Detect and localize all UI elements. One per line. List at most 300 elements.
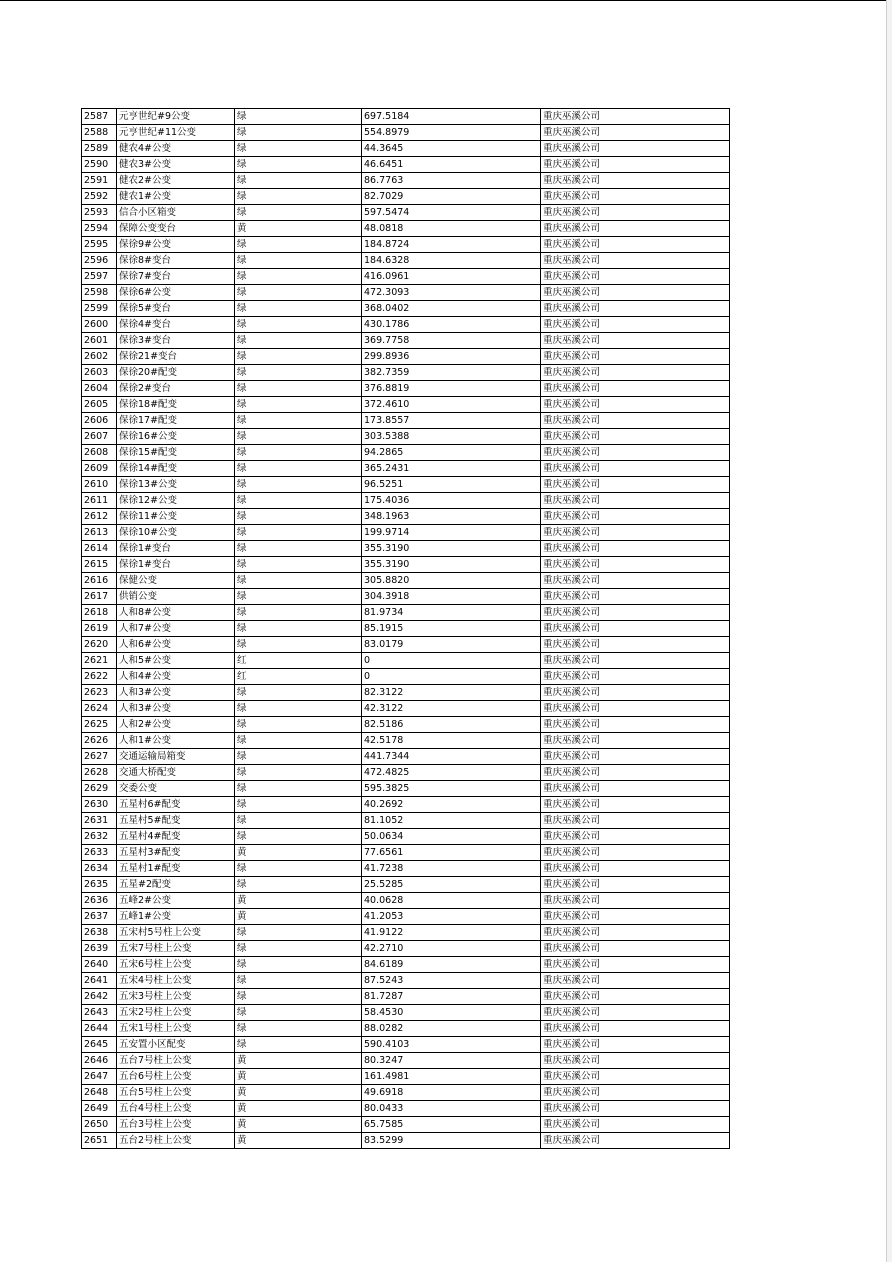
status-cell: 红: [235, 669, 362, 685]
table-row: [82, 541, 730, 557]
transformer-name-cell: 保徐9#公变: [117, 237, 235, 253]
table-row: [82, 957, 730, 973]
row-id-cell: 2587: [82, 109, 117, 125]
value-cell: 49.6918: [362, 1085, 541, 1101]
table-row: [82, 445, 730, 461]
value-cell: 87.5243: [362, 973, 541, 989]
transformer-name-cell: 保徐4#变台: [117, 317, 235, 333]
transformer-name-cell: 元亨世纪#11公变: [117, 125, 235, 141]
table-row: [82, 669, 730, 685]
transformer-name-cell: 保徐2#变台: [117, 381, 235, 397]
table-row: [82, 797, 730, 813]
table-row: [82, 925, 730, 941]
table-row: [82, 1021, 730, 1037]
row-id-cell: 2608: [82, 445, 117, 461]
table-row: [82, 349, 730, 365]
company-cell: 重庆巫溪公司: [541, 973, 730, 989]
transformer-name-cell: 五星村4#配变: [117, 829, 235, 845]
value-cell: 84.6189: [362, 957, 541, 973]
transformer-name-cell: 保徐1#变台: [117, 541, 235, 557]
row-id-cell: 2604: [82, 381, 117, 397]
transformer-name-cell: 人和6#公变: [117, 637, 235, 653]
company-cell: 重庆巫溪公司: [541, 717, 730, 733]
company-cell: 重庆巫溪公司: [541, 733, 730, 749]
transformer-name-cell: 人和3#公变: [117, 701, 235, 717]
status-cell: 绿: [235, 269, 362, 285]
status-cell: 绿: [235, 605, 362, 621]
status-cell: 绿: [235, 333, 362, 349]
value-cell: 430.1786: [362, 317, 541, 333]
status-cell: 绿: [235, 1037, 362, 1053]
table-row: [82, 317, 730, 333]
transformer-name-cell: 五台5号柱上公变: [117, 1085, 235, 1101]
status-cell: 绿: [235, 397, 362, 413]
table-row: [82, 829, 730, 845]
row-id-cell: 2596: [82, 253, 117, 269]
company-cell: 重庆巫溪公司: [541, 429, 730, 445]
value-cell: 595.3825: [362, 781, 541, 797]
row-id-cell: 2651: [82, 1133, 117, 1149]
row-id-cell: 2636: [82, 893, 117, 909]
value-cell: 184.8724: [362, 237, 541, 253]
company-cell: 重庆巫溪公司: [541, 1085, 730, 1101]
value-cell: 65.7585: [362, 1117, 541, 1133]
status-cell: 绿: [235, 797, 362, 813]
value-cell: 304.3918: [362, 589, 541, 605]
transformer-name-cell: 保徐16#公变: [117, 429, 235, 445]
table-row: [82, 381, 730, 397]
value-cell: 88.0282: [362, 1021, 541, 1037]
transformer-name-cell: 保徐1#变台: [117, 557, 235, 573]
row-id-cell: 2598: [82, 285, 117, 301]
row-id-cell: 2644: [82, 1021, 117, 1037]
company-cell: 重庆巫溪公司: [541, 941, 730, 957]
transformer-name-cell: 五宋1号柱上公变: [117, 1021, 235, 1037]
value-cell: 81.9734: [362, 605, 541, 621]
status-cell: 绿: [235, 1021, 362, 1037]
status-cell: 绿: [235, 285, 362, 301]
value-cell: 0: [362, 653, 541, 669]
row-id-cell: 2613: [82, 525, 117, 541]
transformer-name-cell: 五星村6#配变: [117, 797, 235, 813]
company-cell: 重庆巫溪公司: [541, 1053, 730, 1069]
row-id-cell: 2637: [82, 909, 117, 925]
row-id-cell: 2629: [82, 781, 117, 797]
transformer-name-cell: 交通大桥配变: [117, 765, 235, 781]
transformer-name-cell: 保徐13#公变: [117, 477, 235, 493]
company-cell: 重庆巫溪公司: [541, 893, 730, 909]
transformer-name-cell: 信合小区箱变: [117, 205, 235, 221]
status-cell: 绿: [235, 781, 362, 797]
status-cell: 黄: [235, 893, 362, 909]
value-cell: 82.7029: [362, 189, 541, 205]
transformer-name-cell: 五宋4号柱上公变: [117, 973, 235, 989]
value-cell: 86.7763: [362, 173, 541, 189]
page-right-edge: [886, 0, 892, 1262]
row-id-cell: 2618: [82, 605, 117, 621]
status-cell: 绿: [235, 621, 362, 637]
transformer-name-cell: 保徐14#配变: [117, 461, 235, 477]
value-cell: 0: [362, 669, 541, 685]
status-cell: 绿: [235, 861, 362, 877]
status-cell: 绿: [235, 237, 362, 253]
row-id-cell: 2630: [82, 797, 117, 813]
company-cell: 重庆巫溪公司: [541, 589, 730, 605]
company-cell: 重庆巫溪公司: [541, 797, 730, 813]
value-cell: 372.4610: [362, 397, 541, 413]
row-id-cell: 2593: [82, 205, 117, 221]
row-id-cell: 2634: [82, 861, 117, 877]
transformer-name-cell: 五星村3#配变: [117, 845, 235, 861]
company-cell: 重庆巫溪公司: [541, 765, 730, 781]
transformer-name-cell: 五星村1#配变: [117, 861, 235, 877]
value-cell: 42.5178: [362, 733, 541, 749]
company-cell: 重庆巫溪公司: [541, 1101, 730, 1117]
value-cell: 82.3122: [362, 685, 541, 701]
transformer-name-cell: 五宋6号柱上公变: [117, 957, 235, 973]
value-cell: 58.4530: [362, 1005, 541, 1021]
company-cell: 重庆巫溪公司: [541, 925, 730, 941]
status-cell: 绿: [235, 365, 362, 381]
transformer-name-cell: 人和8#公变: [117, 605, 235, 621]
value-cell: 42.2710: [362, 941, 541, 957]
transformer-name-cell: 保健公变: [117, 573, 235, 589]
row-id-cell: 2648: [82, 1085, 117, 1101]
row-id-cell: 2627: [82, 749, 117, 765]
value-cell: 697.5184: [362, 109, 541, 125]
company-cell: 重庆巫溪公司: [541, 461, 730, 477]
data-table-container: [81, 108, 726, 1149]
status-cell: 绿: [235, 717, 362, 733]
table-row: [82, 989, 730, 1005]
value-cell: 305.8820: [362, 573, 541, 589]
value-cell: 83.5299: [362, 1133, 541, 1149]
transformer-name-cell: 保徐18#配变: [117, 397, 235, 413]
company-cell: 重庆巫溪公司: [541, 493, 730, 509]
row-id-cell: 2591: [82, 173, 117, 189]
value-cell: 48.0818: [362, 221, 541, 237]
table-row: [82, 109, 730, 125]
company-cell: 重庆巫溪公司: [541, 557, 730, 573]
status-cell: 黄: [235, 1085, 362, 1101]
table-row: [82, 253, 730, 269]
company-cell: 重庆巫溪公司: [541, 509, 730, 525]
status-cell: 绿: [235, 925, 362, 941]
company-cell: 重庆巫溪公司: [541, 525, 730, 541]
table-row: [82, 573, 730, 589]
transformer-name-cell: 五台4号柱上公变: [117, 1101, 235, 1117]
row-id-cell: 2626: [82, 733, 117, 749]
company-cell: 重庆巫溪公司: [541, 157, 730, 173]
status-cell: 绿: [235, 429, 362, 445]
company-cell: 重庆巫溪公司: [541, 877, 730, 893]
status-cell: 绿: [235, 557, 362, 573]
table-row: [82, 717, 730, 733]
value-cell: 85.1915: [362, 621, 541, 637]
company-cell: 重庆巫溪公司: [541, 445, 730, 461]
row-id-cell: 2623: [82, 685, 117, 701]
value-cell: 173.8557: [362, 413, 541, 429]
transformer-name-cell: 五宋村5号柱上公变: [117, 925, 235, 941]
value-cell: 80.3247: [362, 1053, 541, 1069]
row-id-cell: 2647: [82, 1069, 117, 1085]
value-cell: 368.0402: [362, 301, 541, 317]
row-id-cell: 2602: [82, 349, 117, 365]
row-id-cell: 2628: [82, 765, 117, 781]
row-id-cell: 2614: [82, 541, 117, 557]
status-cell: 绿: [235, 141, 362, 157]
transformer-name-cell: 健农1#公变: [117, 189, 235, 205]
value-cell: 161.4981: [362, 1069, 541, 1085]
transformer-name-cell: 保徐21#变台: [117, 349, 235, 365]
table-row: [82, 205, 730, 221]
value-cell: 82.5186: [362, 717, 541, 733]
value-cell: 472.3093: [362, 285, 541, 301]
row-id-cell: 2622: [82, 669, 117, 685]
row-id-cell: 2605: [82, 397, 117, 413]
company-cell: 重庆巫溪公司: [541, 1037, 730, 1053]
transformer-name-cell: 保徐7#变台: [117, 269, 235, 285]
row-id-cell: 2597: [82, 269, 117, 285]
table-row: [82, 621, 730, 637]
row-id-cell: 2606: [82, 413, 117, 429]
company-cell: 重庆巫溪公司: [541, 477, 730, 493]
row-id-cell: 2649: [82, 1101, 117, 1117]
table-row: [82, 1053, 730, 1069]
company-cell: 重庆巫溪公司: [541, 253, 730, 269]
status-cell: 绿: [235, 749, 362, 765]
value-cell: 81.1052: [362, 813, 541, 829]
value-cell: 44.3645: [362, 141, 541, 157]
table-row: [82, 845, 730, 861]
value-cell: 41.9122: [362, 925, 541, 941]
table-row: [82, 781, 730, 797]
status-cell: 黄: [235, 1133, 362, 1149]
table-row: [82, 637, 730, 653]
table-row: [82, 365, 730, 381]
value-cell: 355.3190: [362, 541, 541, 557]
table-row: [82, 893, 730, 909]
table-row: [82, 909, 730, 925]
table-row: [82, 1037, 730, 1053]
table-row: [82, 189, 730, 205]
transformer-name-cell: 五宋7号柱上公变: [117, 941, 235, 957]
status-cell: 绿: [235, 957, 362, 973]
value-cell: 46.6451: [362, 157, 541, 173]
status-cell: 绿: [235, 301, 362, 317]
row-id-cell: 2612: [82, 509, 117, 525]
table-row: [82, 1117, 730, 1133]
table-row: [82, 477, 730, 493]
row-id-cell: 2592: [82, 189, 117, 205]
transformer-name-cell: 元亨世纪#9公变: [117, 109, 235, 125]
value-cell: 365.2431: [362, 461, 541, 477]
company-cell: 重庆巫溪公司: [541, 413, 730, 429]
transformer-name-cell: 健农4#公变: [117, 141, 235, 157]
transformer-name-cell: 人和3#公变: [117, 685, 235, 701]
table-row: [82, 685, 730, 701]
table-row: [82, 141, 730, 157]
row-id-cell: 2635: [82, 877, 117, 893]
table-row: [82, 413, 730, 429]
company-cell: 重庆巫溪公司: [541, 605, 730, 621]
status-cell: 绿: [235, 349, 362, 365]
table-row: [82, 941, 730, 957]
company-cell: 重庆巫溪公司: [541, 669, 730, 685]
transformer-name-cell: 五峰1#公变: [117, 909, 235, 925]
status-cell: 绿: [235, 253, 362, 269]
row-id-cell: 2590: [82, 157, 117, 173]
table-row: [82, 765, 730, 781]
status-cell: 黄: [235, 1053, 362, 1069]
value-cell: 303.5388: [362, 429, 541, 445]
row-id-cell: 2641: [82, 973, 117, 989]
transformer-name-cell: 交委公变: [117, 781, 235, 797]
value-cell: 81.7287: [362, 989, 541, 1005]
transformer-name-cell: 五宋2号柱上公变: [117, 1005, 235, 1021]
value-cell: 299.8936: [362, 349, 541, 365]
table-row: [82, 429, 730, 445]
row-id-cell: 2588: [82, 125, 117, 141]
table-row: [82, 525, 730, 541]
table-row: [82, 653, 730, 669]
row-id-cell: 2642: [82, 989, 117, 1005]
value-cell: 441.7344: [362, 749, 541, 765]
value-cell: 184.6328: [362, 253, 541, 269]
value-cell: 348.1963: [362, 509, 541, 525]
transformer-name-cell: 保障公变变台: [117, 221, 235, 237]
row-id-cell: 2646: [82, 1053, 117, 1069]
company-cell: 重庆巫溪公司: [541, 701, 730, 717]
transformer-name-cell: 五星村5#配变: [117, 813, 235, 829]
table-row: [82, 461, 730, 477]
company-cell: 重庆巫溪公司: [541, 141, 730, 157]
status-cell: 绿: [235, 125, 362, 141]
status-cell: 红: [235, 653, 362, 669]
row-id-cell: 2595: [82, 237, 117, 253]
table-row: [82, 157, 730, 173]
table-row: [82, 1101, 730, 1117]
value-cell: 369.7758: [362, 333, 541, 349]
status-cell: 黄: [235, 845, 362, 861]
table-row: [82, 861, 730, 877]
transformer-name-cell: 人和4#公变: [117, 669, 235, 685]
data-table: [81, 108, 730, 1149]
status-cell: 绿: [235, 701, 362, 717]
company-cell: 重庆巫溪公司: [541, 109, 730, 125]
status-cell: 绿: [235, 941, 362, 957]
status-cell: 绿: [235, 461, 362, 477]
status-cell: 绿: [235, 317, 362, 333]
company-cell: 重庆巫溪公司: [541, 813, 730, 829]
company-cell: 重庆巫溪公司: [541, 221, 730, 237]
row-id-cell: 2621: [82, 653, 117, 669]
value-cell: 41.2053: [362, 909, 541, 925]
value-cell: 40.2692: [362, 797, 541, 813]
status-cell: 绿: [235, 813, 362, 829]
status-cell: 绿: [235, 1005, 362, 1021]
company-cell: 重庆巫溪公司: [541, 189, 730, 205]
transformer-name-cell: 保徐17#配变: [117, 413, 235, 429]
transformer-name-cell: 五台6号柱上公变: [117, 1069, 235, 1085]
row-id-cell: 2643: [82, 1005, 117, 1021]
company-cell: 重庆巫溪公司: [541, 1069, 730, 1085]
company-cell: 重庆巫溪公司: [541, 637, 730, 653]
table-row: [82, 1005, 730, 1021]
table-row: [82, 813, 730, 829]
transformer-name-cell: 人和1#公变: [117, 733, 235, 749]
transformer-name-cell: 健农3#公变: [117, 157, 235, 173]
value-cell: 80.0433: [362, 1101, 541, 1117]
transformer-name-cell: 五台2号柱上公变: [117, 1133, 235, 1149]
transformer-name-cell: 保徐15#配变: [117, 445, 235, 461]
value-cell: 83.0179: [362, 637, 541, 653]
row-id-cell: 2632: [82, 829, 117, 845]
company-cell: 重庆巫溪公司: [541, 573, 730, 589]
transformer-name-cell: 人和2#公变: [117, 717, 235, 733]
value-cell: 416.0961: [362, 269, 541, 285]
transformer-name-cell: 五峰2#公变: [117, 893, 235, 909]
transformer-name-cell: 供销公变: [117, 589, 235, 605]
value-cell: 94.2865: [362, 445, 541, 461]
value-cell: 355.3190: [362, 557, 541, 573]
table-row: [82, 877, 730, 893]
table-row: [82, 973, 730, 989]
value-cell: 597.5474: [362, 205, 541, 221]
company-cell: 重庆巫溪公司: [541, 285, 730, 301]
status-cell: 黄: [235, 909, 362, 925]
table-body: [82, 109, 730, 1149]
value-cell: 199.9714: [362, 525, 541, 541]
table-row: [82, 749, 730, 765]
table-row: [82, 269, 730, 285]
company-cell: 重庆巫溪公司: [541, 541, 730, 557]
status-cell: 绿: [235, 413, 362, 429]
table-row: [82, 701, 730, 717]
table-row: [82, 333, 730, 349]
row-id-cell: 2600: [82, 317, 117, 333]
row-id-cell: 2603: [82, 365, 117, 381]
company-cell: 重庆巫溪公司: [541, 1005, 730, 1021]
value-cell: 25.5285: [362, 877, 541, 893]
transformer-name-cell: 交通运输局箱变: [117, 749, 235, 765]
status-cell: 绿: [235, 157, 362, 173]
transformer-name-cell: 保徐3#变台: [117, 333, 235, 349]
status-cell: 绿: [235, 765, 362, 781]
value-cell: 50.0634: [362, 829, 541, 845]
page-top-border: [0, 0, 892, 1]
value-cell: 590.4103: [362, 1037, 541, 1053]
table-row: [82, 605, 730, 621]
status-cell: 绿: [235, 189, 362, 205]
table-row: [82, 397, 730, 413]
company-cell: 重庆巫溪公司: [541, 685, 730, 701]
transformer-name-cell: 人和7#公变: [117, 621, 235, 637]
row-id-cell: 2633: [82, 845, 117, 861]
transformer-name-cell: 五星#2配变: [117, 877, 235, 893]
table-row: [82, 173, 730, 189]
row-id-cell: 2594: [82, 221, 117, 237]
value-cell: 554.8979: [362, 125, 541, 141]
row-id-cell: 2645: [82, 1037, 117, 1053]
table-row: [82, 509, 730, 525]
status-cell: 绿: [235, 445, 362, 461]
table-row: [82, 1085, 730, 1101]
status-cell: 绿: [235, 685, 362, 701]
row-id-cell: 2616: [82, 573, 117, 589]
company-cell: 重庆巫溪公司: [541, 349, 730, 365]
status-cell: 黄: [235, 1069, 362, 1085]
